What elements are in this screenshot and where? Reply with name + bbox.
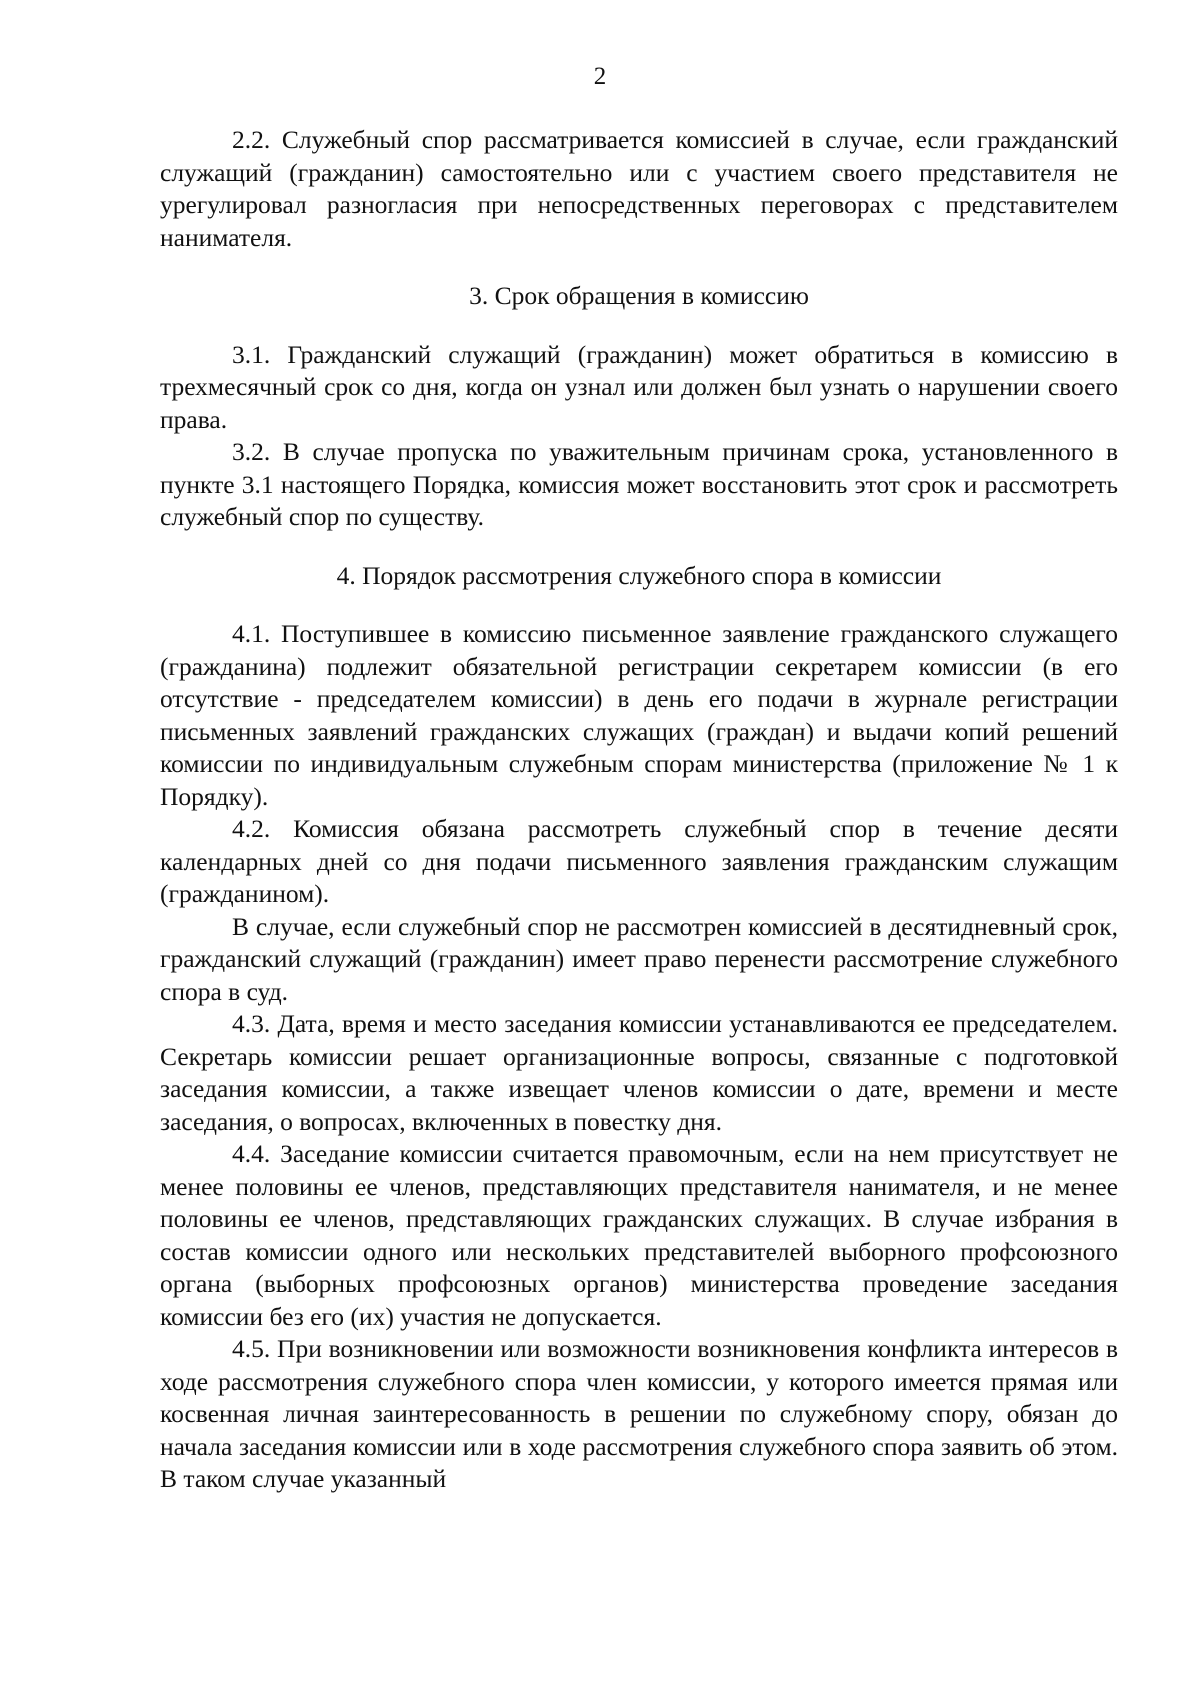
paragraph-2-2: 2.2. Служебный спор рассматривается комиссией в случае, если гражданский служащий (гражданин) самостоятельно или с участием своего представителя не урегулировал разногласия при непосредственных переговорах с представителем нанимателя. — [160, 125, 1118, 252]
paragraph-3-2: 3.2. В случае пропуска по уважительным причинам срока, установленного в пункте 3.1 настоящего Порядка, комиссия может восстановить этот срок и рассмотреть служебный спор по существу. — [160, 437, 1118, 531]
paragraph-4-4: 4.4. Заседание комиссии считается правомочным, если на нем присутствует не менее половины ее членов, представляющих представителя нанимателя, и не менее половины ее членов, представляющих гражданских служащих. В случае избрания в состав комиссии одного или нескольких представителей выборного профсоюзного органа (выборных профсоюзных органов) министерства проведение заседания комиссии без его (их) участия не допускается. — [160, 1139, 1118, 1331]
paragraph-4-2-continued: В случае, если служебный спор не рассмотрен комиссией в десятидневный срок, гражданский служащий (гражданин) имеет право перенести рассмотрение служебного спора в суд. — [160, 911, 1118, 1006]
paragraph-4-1: 4.1. Поступившее в комиссию письменное заявление гражданского служащего (гражданина) подлежит обязательной регистрации секретарем комиссии (в его отсутствие - председателем комиссии) в день его подачи в журнале регистрации письменных заявлений гражданских служащих (граждан) и выдачи копий решений комиссии по индивидуальным служебным спорам министерства (приложение № 1 к Порядку). — [160, 619, 1118, 811]
paragraph-4-3: 4.3. Дата, время и место заседания комиссии устанавливаются ее председателем. Секретарь комиссии решает организационные вопросы, связанные с подготовкой заседания комиссии, а также извещает членов комиссии о дате, времени и месте заседания, о вопросах, включенных в повестку дня. — [160, 1009, 1118, 1136]
paragraph-3-1: 3.1. Гражданский служащий (гражданин) может обратиться в комиссию в трехмесячный срок со дня, когда он узнал или должен был узнать о нарушении своего права. — [160, 339, 1118, 434]
paragraph-4-5: 4.5. При возникновении или возможности возникновения конфликта интересов в ходе рассмотрения служебного спора член комиссии, у которого имеется прямая или косвенная личная заинтересованность в решении по служебному спору, обязан до начала заседания комиссии или в ходе рассмотрения служебного спора заявить об этом. В таком случае указанный — [160, 1334, 1118, 1493]
page-number: 2 — [593, 63, 607, 90]
document-body — [160, 124, 1118, 1496]
section-heading-3: 3. Срок обращения в комиссию — [469, 281, 809, 310]
paragraph-4-2: 4.2. Комиссия обязана рассмотреть служебный спор в течение десяти календарных дней со дня подачи письменного заявления гражданским служащим (гражданином). — [160, 814, 1118, 908]
section-heading-4: 4. Порядок рассмотрения служебного спора в комиссии — [336, 560, 942, 590]
